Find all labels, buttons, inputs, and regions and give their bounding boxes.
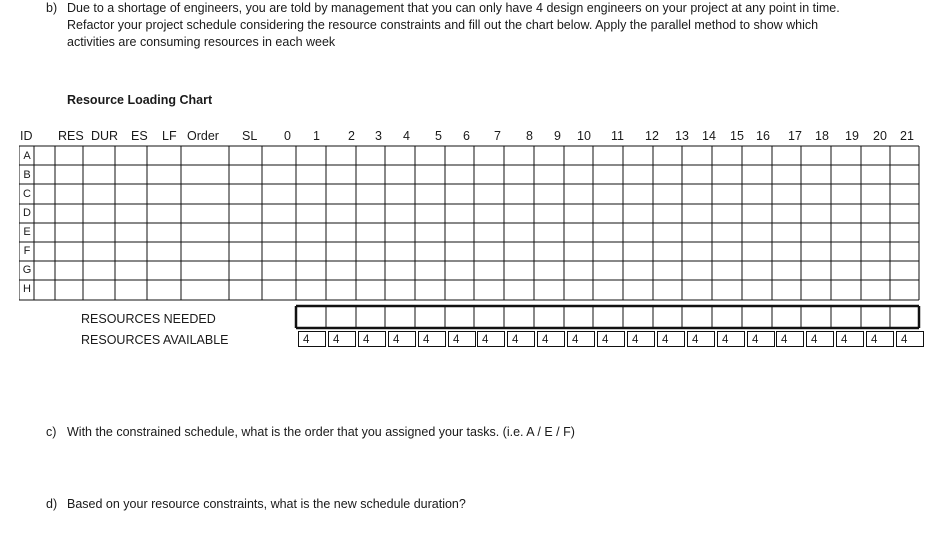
question-b-line: Refactor your project schedule considering the resource constraints and fill out the chart below. Apply the parallel method to show which [67,18,819,32]
header-week: 12 [645,129,659,143]
row-label: E [23,226,31,238]
header-week: 2 [348,129,355,143]
header-week: 21 [900,129,914,143]
resource-grid [19,145,923,330]
resources-available-cell: 4 [597,331,625,347]
question-d-label: d) [46,497,58,511]
resources-available-cell: 4 [448,331,476,347]
resources-available-label: RESOURCES AVAILABLE [81,333,229,347]
header-week: 4 [403,129,410,143]
question-b-text [67,0,840,51]
header-week: 14 [702,129,716,143]
row-label: D [23,207,31,219]
header-week: 11 [611,129,624,143]
resources-available-cell: 4 [418,331,446,347]
resources-available-cell: 4 [507,331,535,347]
row-label: B [23,169,31,181]
header-week: 13 [675,129,689,143]
resources-needed-label: RESOURCES NEEDED [81,312,216,326]
resources-available-cell: 4 [298,331,326,347]
question-d-text: Based on your resource constraints, what is the new schedule duration? [67,497,466,511]
header-week: 20 [873,129,887,143]
header-week: 17 [788,129,802,143]
resources-available-cell: 4 [358,331,386,347]
header-id: ID [20,129,33,143]
row-label: A [23,150,31,162]
header-week: 9 [554,129,561,143]
header-res: RES [58,129,84,143]
header-dur: DUR [91,129,119,143]
header-week: 0 [284,129,291,143]
row-label: F [23,245,31,257]
resources-available-cell: 4 [657,331,685,347]
header-week: 10 [577,129,591,143]
resources-available-cell: 4 [747,331,775,347]
header-lf: LF [162,129,177,143]
header-sl: SL [242,129,258,143]
resources-available-cell: 4 [896,331,924,347]
header-week: 6 [463,129,470,143]
question-b-line: activities are consuming resources in each week [67,35,336,49]
resources-available-cell: 4 [687,331,715,347]
resources-available-cell: 4 [328,331,356,347]
resources-available-cell: 4 [866,331,894,347]
question-b-label: b) [46,1,58,15]
resources-available-cell: 4 [776,331,804,347]
question-c-label: c) [46,425,57,439]
header-week: 3 [375,129,382,143]
header-week: 1 [313,129,320,143]
resources-available-cell: 4 [627,331,655,347]
row-label: C [23,188,31,200]
resources-available-cell: 4 [836,331,864,347]
header-week: 7 [494,129,501,143]
chart-title: Resource Loading Chart [67,93,213,107]
row-label: G [22,264,32,276]
row-label: H [23,283,31,295]
header-week: 8 [526,129,533,143]
resources-available-cell: 4 [537,331,565,347]
resources-available-cell: 4 [477,331,505,347]
resources-available-cell: 4 [806,331,834,347]
resources-available-cell: 4 [388,331,416,347]
header-week: 19 [845,129,859,143]
header-week: 16 [756,129,770,143]
resources-available-cell: 4 [567,331,595,347]
question-c-text: With the constrained schedule, what is the order that you assigned your tasks. (i.e. A / E / F) [67,425,575,439]
header-order: Order [187,129,219,143]
header-week: 5 [435,129,442,143]
header-week: 15 [730,129,744,143]
header-week: 18 [815,129,829,143]
header-es: ES [131,129,148,143]
question-b-line: Due to a shortage of engineers, you are told by management that you can only have 4 design engineers on your project at any point in time. [67,1,840,15]
resources-available-cell: 4 [717,331,745,347]
